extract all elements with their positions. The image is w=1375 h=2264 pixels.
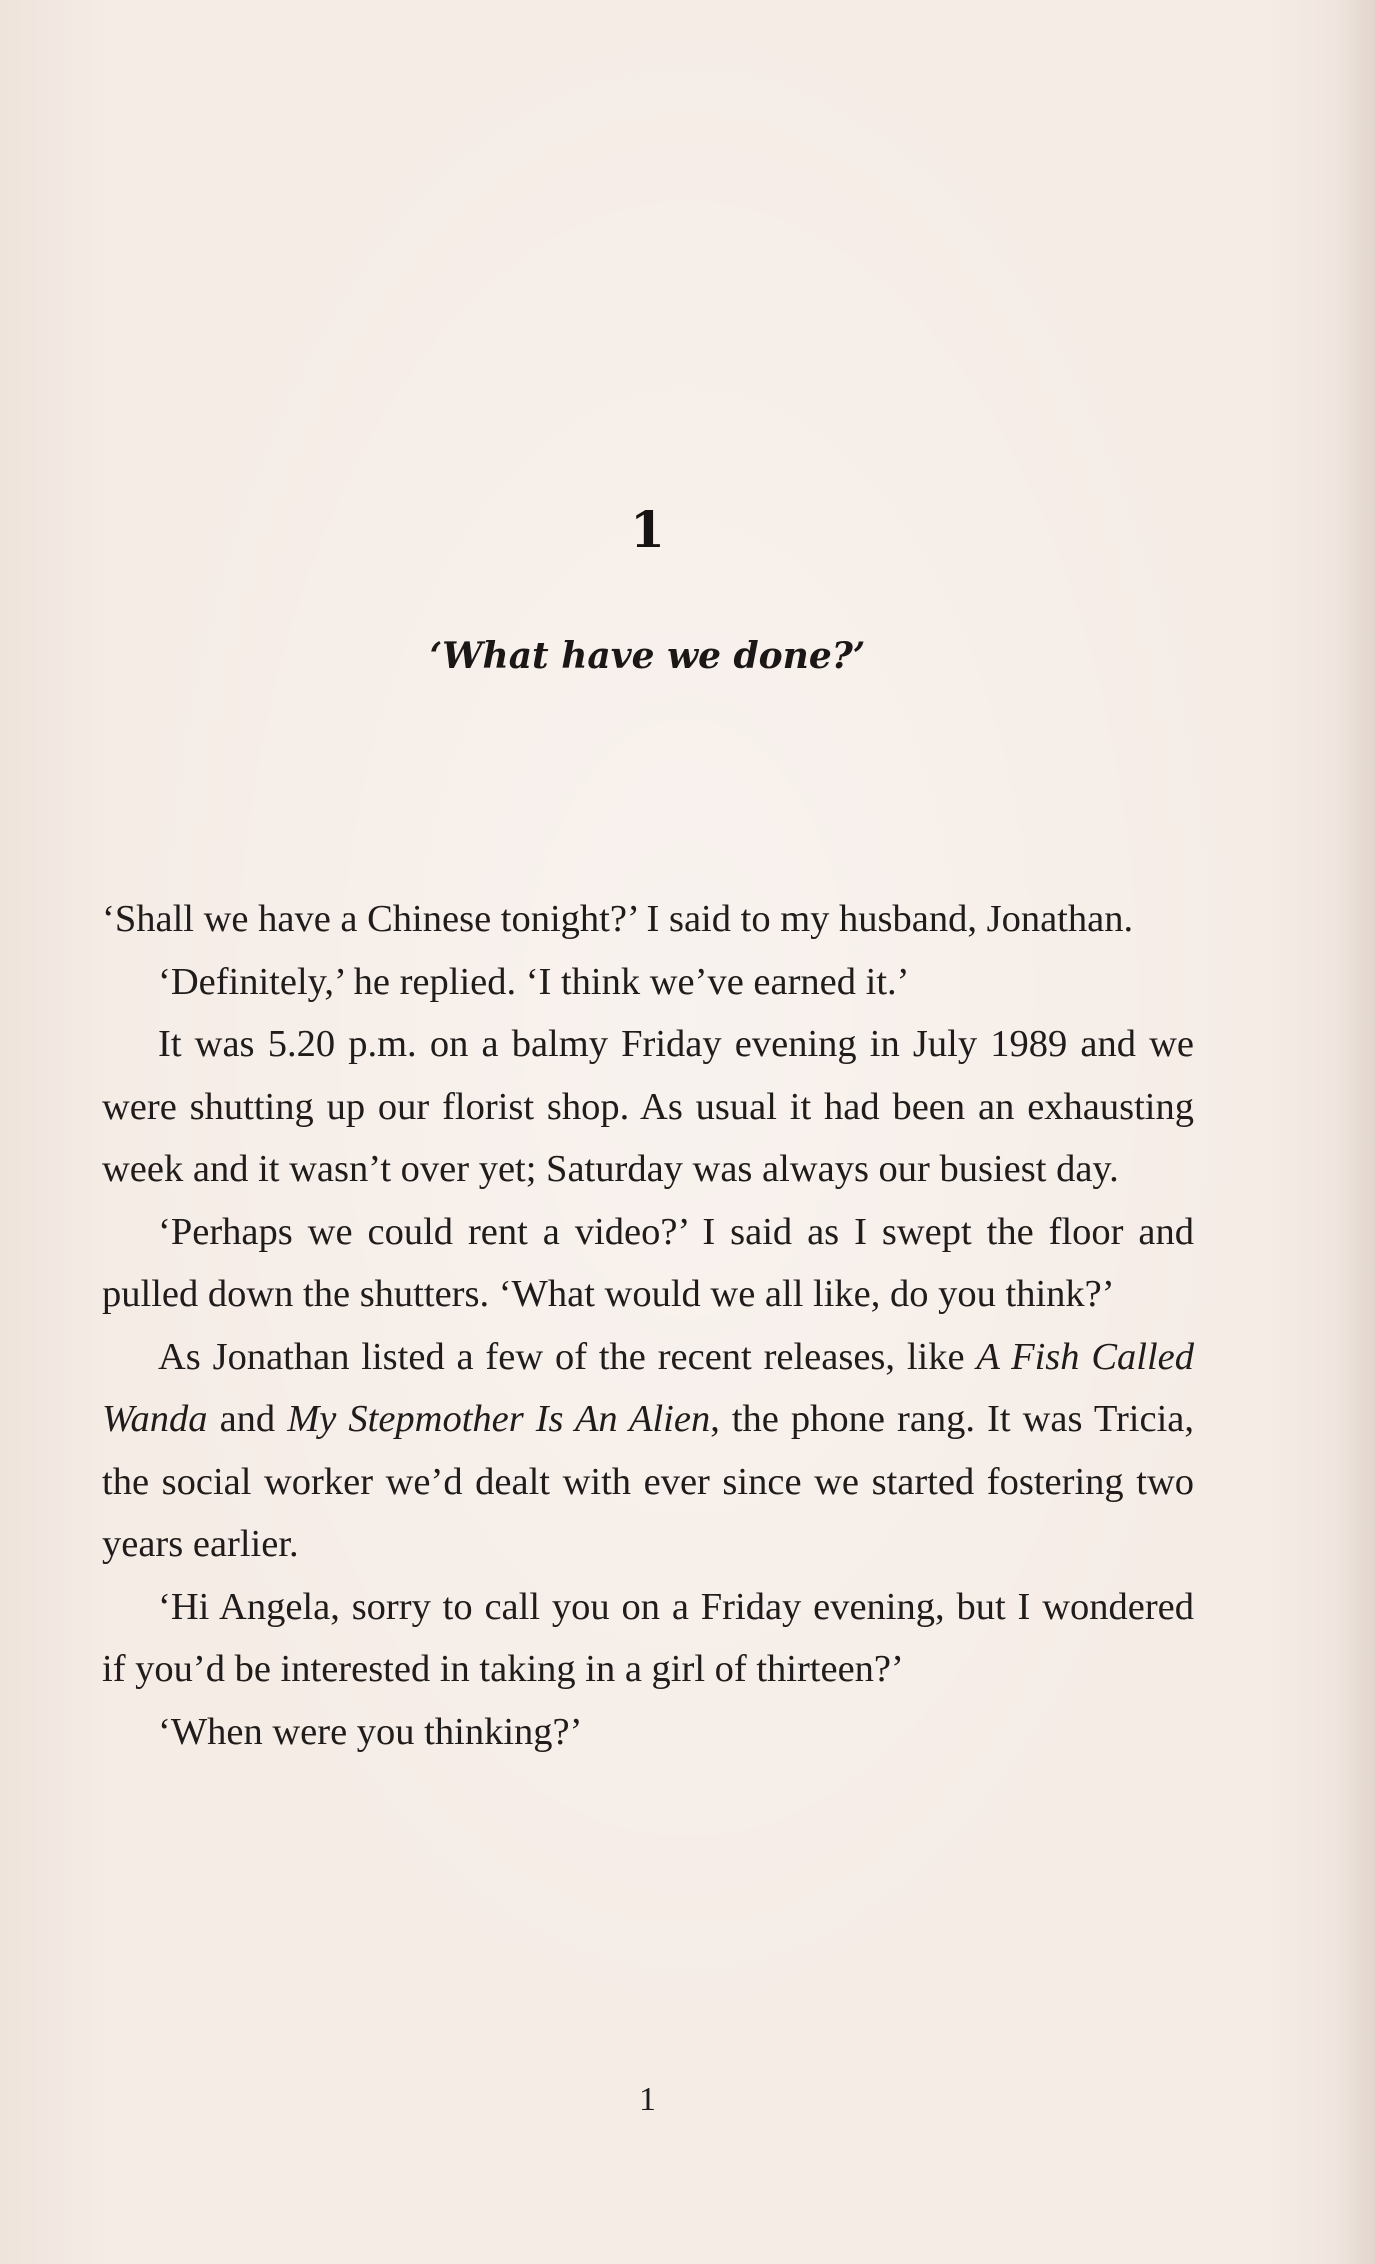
page-edge-shadow — [1335, 0, 1375, 2264]
paragraph — [102, 888, 1194, 951]
paragraph — [102, 1326, 1194, 1576]
chapter-body-text — [102, 888, 1194, 1763]
paragraph-text: and — [207, 1398, 288, 1440]
paragraph-text: ‘Hi Angela, sorry to call you on a Friday evening, but I wondered if you’d be interested in taking in a girl of thirteen?’ — [102, 1585, 1194, 1690]
paragraph — [102, 1701, 1194, 1764]
italic-title-text: My Stepmother Is An Alien — [287, 1398, 711, 1440]
paragraph-text: As Jonathan listed a few of the recent releases, like — [158, 1335, 977, 1378]
paragraph-text: ‘Perhaps we could rent a video?’ I said as I swept the floor and pulled down the shutters. ‘What would we all like, do you think?’ — [102, 1210, 1194, 1315]
paragraph — [102, 1201, 1194, 1326]
paragraph-text: It was 5.20 p.m. on a balmy Friday evening in July 1989 and we were shutting up our florist shop. As usual it had been an exhausting week and it wasn’t over yet; Saturday was always our busiest day. — [102, 1023, 1194, 1190]
page-number: 1 — [639, 2081, 656, 2118]
chapter-title: ‘What have we done?’ — [429, 635, 866, 677]
paragraph-text: ‘Shall we have a Chinese tonight?’ I said to my husband, Jonathan. — [102, 898, 1134, 940]
paragraph — [102, 951, 1194, 1014]
paragraph — [102, 1013, 1194, 1201]
paragraph-text: ‘Definitely,’ he replied. ‘I think we’ve earned it.’ — [158, 960, 910, 1003]
paragraph-text: , the phone rang. It was Tricia, the social worker we’d dealt with ever since we started fostering two years earlier. — [102, 1398, 1194, 1565]
paragraph-text: ‘When were you thinking?’ — [158, 1710, 583, 1753]
italic-title-text: A Fish Called Wanda — [102, 1335, 1194, 1440]
paragraph — [102, 1576, 1194, 1701]
chapter-number: 1 — [630, 500, 665, 559]
